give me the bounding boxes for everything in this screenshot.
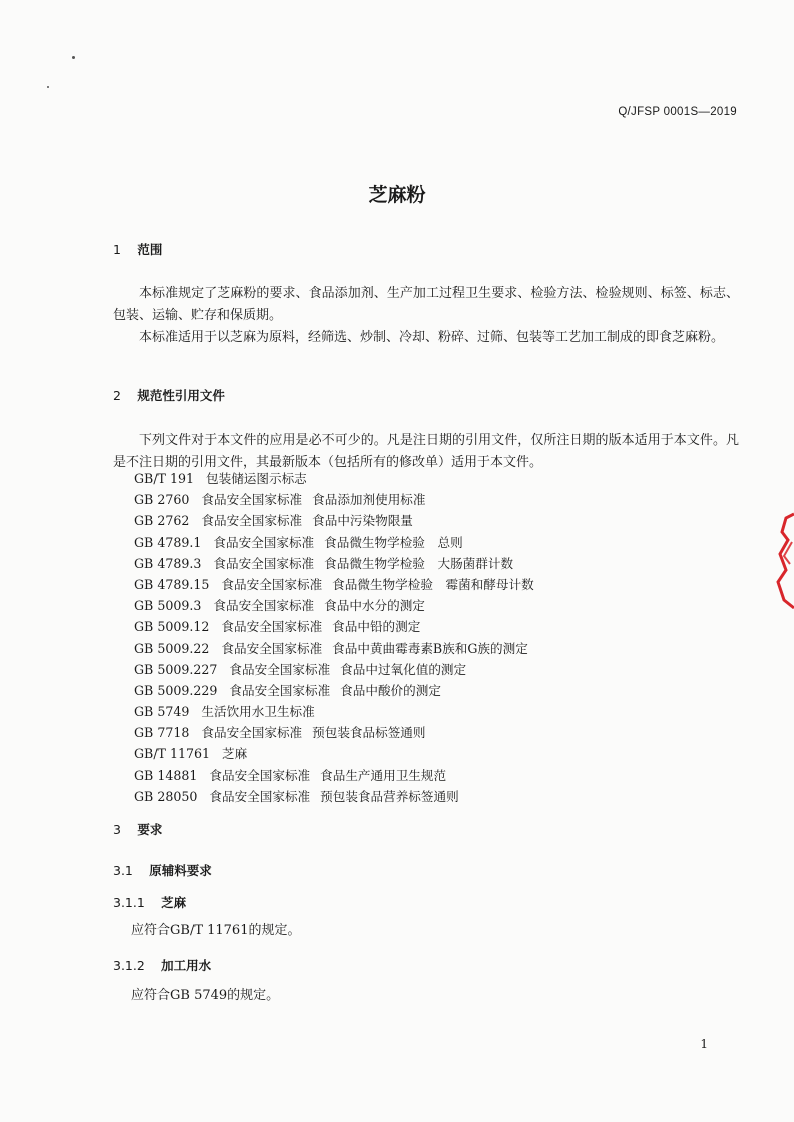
clause-title: 加工用水 xyxy=(161,958,212,973)
reference-item xyxy=(134,680,534,701)
reference-category: 食品安全国家标准 xyxy=(209,788,311,804)
reference-title: 食品添加剂使用标准 xyxy=(312,492,426,508)
reference-code: GB 5009.229 xyxy=(134,682,218,698)
reference-code: GB 5749 xyxy=(134,704,190,720)
reference-code: GB 4789.3 xyxy=(134,555,202,571)
reference-item xyxy=(134,553,534,574)
reference-code: GB 2762 xyxy=(134,513,190,529)
section-1-heading xyxy=(113,240,162,258)
document-title: 芝麻粉 xyxy=(368,184,426,206)
reference-category: 食品安全国家标准 xyxy=(201,513,303,529)
clause-3-1-1-text: 应符合GB/T 11761的规定。 xyxy=(131,923,301,938)
reference-title: 芝麻 xyxy=(222,746,248,762)
reference-code: GB 5009.22 xyxy=(134,640,210,656)
reference-category: 食品安全国家标准 xyxy=(229,682,331,698)
scope-applicability-paragraph: 本标准适用于以芝麻为原料，经筛选、炒制、冷却、粉碎、过筛、包装等工艺加工制成的即食芝麻粉。 xyxy=(139,330,725,345)
subsection-number: 3.1 xyxy=(113,863,133,878)
reference-category: 食品安全国家标准 xyxy=(213,598,315,614)
references-intro: 下列文件对于本文件的应用是必不可少的。凡是注日期的引用文件，仅所注日期的版本适用于本文件。凡是不注日期的引用文件，其最新版本（包括所有的修改单）适用于本文件。 xyxy=(113,433,739,470)
reference-item xyxy=(134,532,534,553)
clause-title: 芝麻 xyxy=(161,895,187,910)
reference-item xyxy=(134,616,534,637)
clause-3-1-2-text: 应符合GB 5749的规定。 xyxy=(131,988,280,1003)
section-title: 规范性引用文件 xyxy=(137,388,225,403)
reference-item xyxy=(134,659,534,680)
reference-item xyxy=(134,510,534,531)
reference-title: 食品微生物学检验 霉菌和酵母计数 xyxy=(332,576,534,592)
reference-title: 食品微生物学检验 大肠菌群计数 xyxy=(324,555,514,571)
reference-title: 预包装食品营养标签通则 xyxy=(320,788,459,804)
reference-category: 食品安全国家标准 xyxy=(221,576,323,592)
red-seal-fragment xyxy=(772,512,794,632)
clause-number: 3.1.1 xyxy=(113,895,145,910)
section-title: 范围 xyxy=(137,242,163,257)
reference-code: GB 2760 xyxy=(134,492,190,508)
section-number: 2 xyxy=(113,388,121,403)
scope-paragraph: 本标准规定了芝麻粉的要求、食品添加剂、生产加工过程卫生要求、检验方法、检验规则、标签、标志、包装、运输、贮存和保质期。 xyxy=(113,286,739,323)
reference-code: GB 28050 xyxy=(134,788,198,804)
reference-code: GB 7718 xyxy=(134,725,190,741)
reference-title: 食品中酸价的测定 xyxy=(340,682,441,698)
reference-category: 食品安全国家标准 xyxy=(213,555,315,571)
section-number: 3 xyxy=(113,822,121,837)
reference-category: 食品安全国家标准 xyxy=(201,725,303,741)
reference-item xyxy=(134,786,534,807)
reference-item xyxy=(134,701,534,722)
reference-code: GB 14881 xyxy=(134,767,198,783)
reference-item xyxy=(134,468,534,489)
standard-code: Q/JFSP 0001S—2019 xyxy=(618,106,737,118)
section-2-heading xyxy=(113,386,225,404)
reference-code: GB 5009.227 xyxy=(134,661,218,677)
clause-3-1-2-heading xyxy=(113,956,211,974)
reference-title: 食品生产通用卫生规范 xyxy=(320,767,447,783)
reference-code: GB/T 11761 xyxy=(134,746,211,762)
reference-title: 生活饮用水卫生标准 xyxy=(201,704,315,720)
reference-title: 食品中水分的测定 xyxy=(324,598,425,614)
reference-category: 食品安全国家标准 xyxy=(209,767,311,783)
reference-item xyxy=(134,595,534,616)
reference-item xyxy=(134,765,534,786)
page-number: 1 xyxy=(700,1037,708,1051)
reference-item xyxy=(134,743,534,764)
reference-category: 食品安全国家标准 xyxy=(229,661,331,677)
reference-code: GB/T 191 xyxy=(134,471,194,486)
reference-title: 食品中铅的测定 xyxy=(332,619,421,635)
reference-category: 食品安全国家标准 xyxy=(213,534,315,550)
reference-category: 食品安全国家标准 xyxy=(221,619,323,635)
reference-title: 食品中黄曲霉毒素B族和G族的测定 xyxy=(332,640,528,656)
reference-title: 食品微生物学检验 总则 xyxy=(324,534,463,550)
reference-category: 食品安全国家标准 xyxy=(221,640,323,656)
clause-number: 3.1.2 xyxy=(113,958,145,973)
reference-title: 包装储运图示标志 xyxy=(206,471,307,486)
reference-item xyxy=(134,638,534,659)
reference-code: GB 5009.3 xyxy=(134,598,202,614)
reference-code: GB 4789.1 xyxy=(134,534,202,550)
reference-title: 预包装食品标签通则 xyxy=(312,725,426,741)
subsection-3-1-heading xyxy=(113,861,212,879)
reference-category: 食品安全国家标准 xyxy=(201,492,303,508)
reference-title: 食品中过氧化值的测定 xyxy=(340,661,467,677)
reference-code: GB 5009.12 xyxy=(134,619,210,635)
reference-title: 食品中污染物限量 xyxy=(312,513,413,529)
reference-item xyxy=(134,574,534,595)
reference-item xyxy=(134,722,534,743)
section-title: 要求 xyxy=(137,822,163,837)
clause-3-1-1-heading xyxy=(113,893,186,911)
reference-list xyxy=(134,468,534,807)
scan-speck xyxy=(47,86,49,88)
scan-speck xyxy=(72,56,75,59)
section-number: 1 xyxy=(113,242,121,257)
reference-code: GB 4789.15 xyxy=(134,576,210,592)
section-3-heading xyxy=(113,820,162,838)
subsection-title: 原辅料要求 xyxy=(149,863,212,878)
reference-item xyxy=(134,489,534,510)
